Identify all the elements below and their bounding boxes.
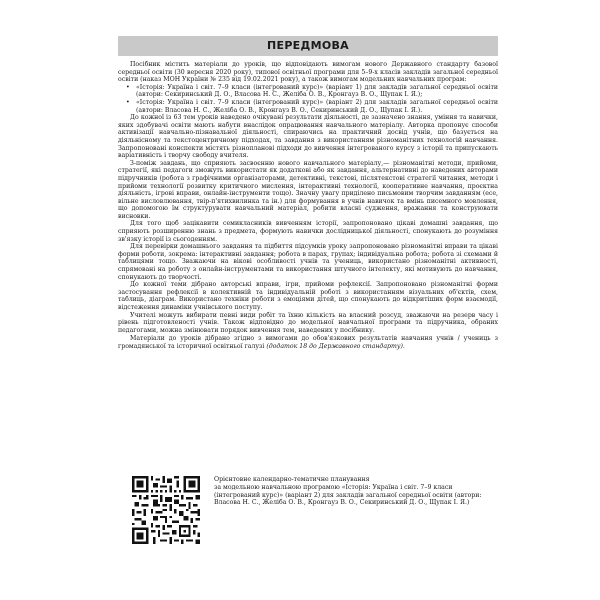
qr-section: [118, 476, 498, 556]
page-title: ПЕРЕДМОВА: [118, 36, 498, 56]
qr-code-icon[interactable]: [132, 476, 200, 544]
paragraph: До кожної із 63 тем уроків наведено очікувані результати діяльності, де зазначено знання, уміння та навички, яких здобувачі освіти мають набути внаслідок опрацювання навчального матеріалу. Авторка пропонує способи активізації навчально-пізнавальної діяльності, спираючись на практичний досвід учнів, що базується на діяльнісному та текстоцентричному підходах, та завдання з використанням різноманітних технологій навчання. Запропоновані конспекти містять різнопланові підходи до вивчення інтегрованого курсу з історії та припускають варіативність і творчу свободу вчителя.: [118, 114, 498, 160]
qr-caption-body: за модельною навчальною програмою «Історія: Україна і світ. 7–9 класи (інтегрований курс)» (варіант 2) для закладів загальної середньої освіти (автори: Власова Н. С., Желіба О. В., Кронгауз В. О., Секиринський Д. О., Щупак І. Я.): [214, 483, 482, 507]
list-item: • «Історія: Україна і світ. 7–9 класи (інтегрований курс)» (варіант 2) для закладів загальної середньої освіти (автори: Власова Н. С., Желіба О. В., Кронгауз В. О., Секиринський Д. О., Щупак І. Я.).: [132, 99, 498, 114]
paragraph: З-поміж завдань, що сприяють засвоєнню нового навчального матеріалу,— різноманітні методи, прийоми, стратегії, які педагоги зможуть використати як додаткові або як завдання, альтернативні до наведених авторами підручників (робота з графічними організаторами, детективні, текстові, післятекстові стратегії читання, методи і прийоми технології розвитку критичного мислення, інтерактивні технології, кооперативне навчання, проєктна діяльність, ігрові вправи, онлайн-інструменти тощо). Значну увагу приділено письмовим творчим завданням (есе, вільне висловлювання, твір-п'ятихвилинка та ін.) для формування в учнів навичок та вмінь писемного мовлення, що допомогою їм структурувати навчальний матеріал, робити власні судження, вражання та конструювати висновки.: [118, 159, 498, 220]
paragraph: Посібник містить матеріали до уроків, що відповідають вимогам нового Державного стандарту базової середньої освіти (30 вересня 2020 року), типової освітньої програми для 5–9-х класів закладів загальної середньої освіти (наказ МОН України № 235 від 19.02.2021 року), а також вимогам модельних навчальних програм:: [118, 61, 498, 84]
final-text: Матеріали до уроків дібрано згідно з вимогами до обов'язкових результатів навчання учнів / учениць з громадянської та історичної освітньої галузі: [118, 335, 498, 350]
paragraph-final: [118, 335, 498, 350]
page: [118, 36, 498, 351]
list-item: • «Історія: Україна і світ. 7–9 класи (інтегрований курс)» (варіант 1) для закладів загальної середньої освіти (автори: Секиринський Д. О., Власова Н. С., Желіба О. В., Кронгауз В. О., Щупак І. Я.);: [132, 84, 498, 99]
qr-caption: [214, 476, 496, 507]
qr-caption-title: Орієнтовне календарно-тематичне планування: [214, 476, 370, 483]
body-text: [118, 61, 498, 351]
paragraph: Учителі можуть вибирати певні види робіт та їхню кількість на власний розсуд, зважаючи на резерв часу і рівень підготовленості учнів. Також відповідно до модельної навчальної програми та підручника, обраних педагогами, можна змінювати порядок вивчення тем, наведених у посібнику.: [118, 311, 498, 334]
final-reference: (додаток 18 до Державного стандарту).: [266, 342, 405, 350]
program-list: [118, 84, 498, 114]
paragraph: Для того щоб зацікавити семикласників вивченням історії, запропоновано цікаві домашні завдання, що сприяють розширенню знань з предмета, формують навички дослідницької діяльності, спонукають до розуміння зв'язку історії із сьогоденням.: [118, 220, 498, 243]
paragraph: До кожної теми дібрано авторські вправи, ігри, прийоми рефлексії. Запропоновано різноманітні форми застосування рефлексії в колективній та індивідуальній роботі з використанням візуальних об'єктів, схем, таблиць, діаграм. Використано техніки роботи з емоціями дітей, що спонукають до відкритіших форм взаємодії, відстеження динаміки учнівського поступу.: [118, 281, 498, 311]
paragraph: Для перевірки домашнього завдання та підбиття підсумків уроку запропоновано різноманітні вправи та цікаві форми роботи, зокрема: інтерактивні завдання; робота в парах, групах; індивідуальна робота; робота зі схемами й таблицями тощо. Зважаючи на вікові особливості учнів та учениць, використано різноманітні активності, спрямовані на роботу з онлайн-інструментами та використання штучного інтелекту, які мотивують до навчання, спонукають до творчості.: [118, 243, 498, 281]
